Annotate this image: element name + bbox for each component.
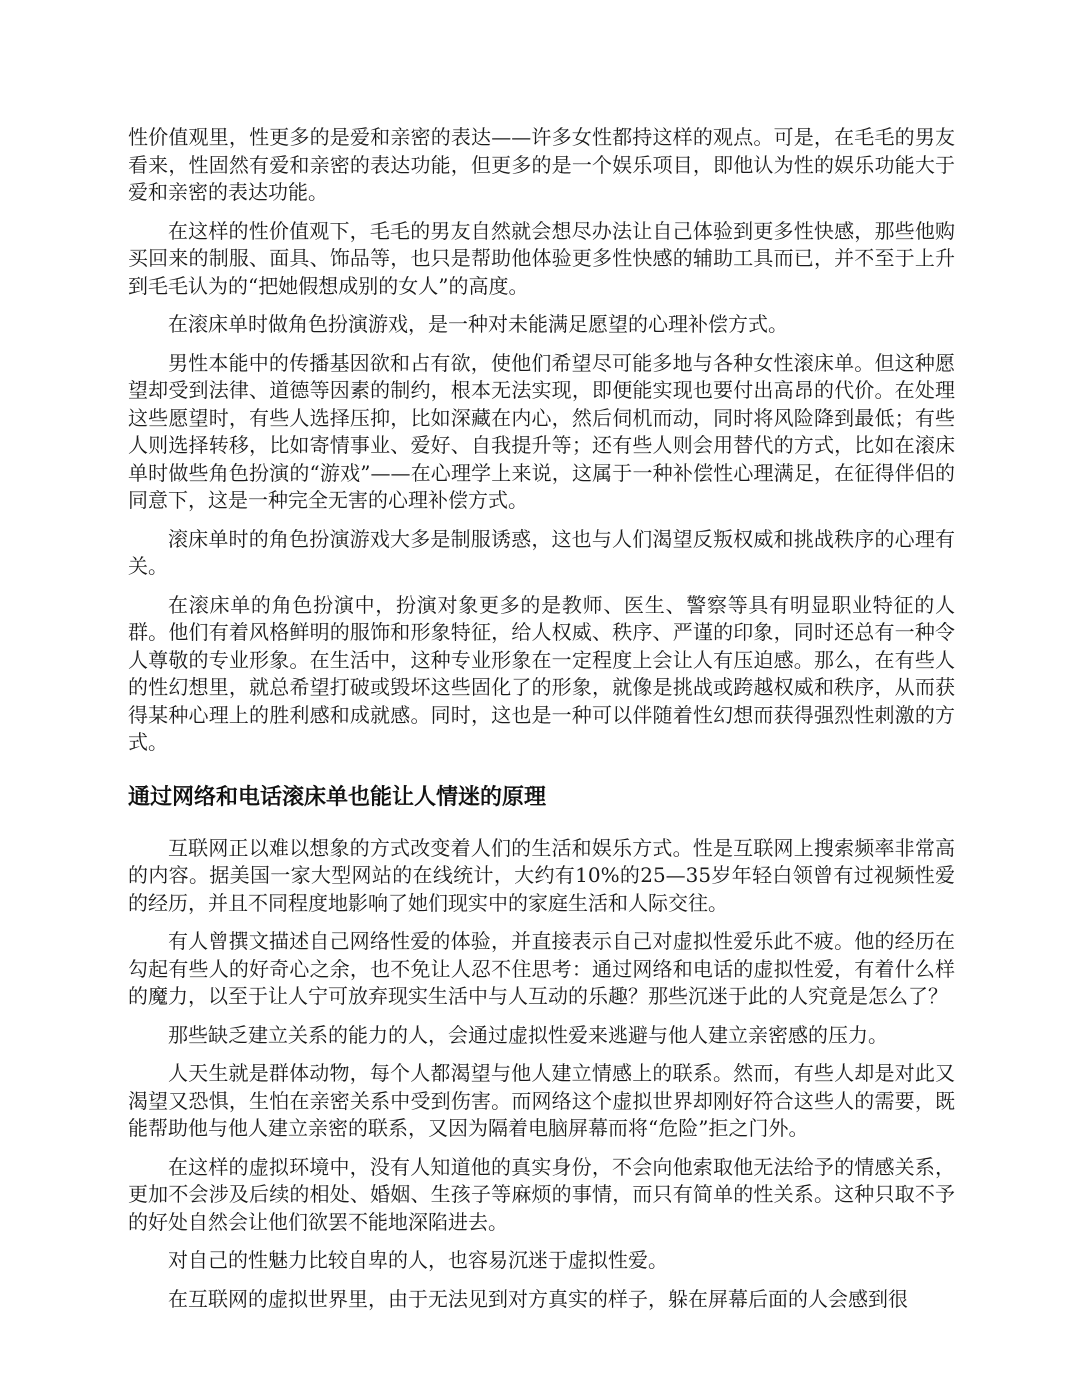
paragraph: 互联网正以难以想象的方式改变着人们的生活和娱乐方式。性是互联网上搜索频率非常高的内容。据美国一家大型网站的在线统计，大约有10%的25—35岁年轻白领曾有过视频性爱的经历，并且不同程度地影响了她们现实中的家庭生活和人际交往。 xyxy=(128,835,955,915)
article-body xyxy=(128,124,955,1313)
paragraph: 在这样的虚拟环境中，没有人知道他的真实身份，不会向他索取他无法给予的情感关系，更加不会涉及后续的相处、婚姻、生孩子等麻烦的事情，而只有简单的性关系。这种只取不予的好处自然会让他们欲罢不能地深陷进去。 xyxy=(128,1154,955,1234)
paragraph: 在这样的性价值观下，毛毛的男友自然就会想尽办法让自己体验到更多性快感，那些他购买回来的制服、面具、饰品等，也只是帮助他体验更多性快感的辅助工具而已，并不至于上升到毛毛认为的“把她假想成别的女人”的高度。 xyxy=(128,218,955,298)
paragraph: 性价值观里，性更多的是爱和亲密的表达——许多女性都持这样的观点。可是，在毛毛的男友看来，性固然有爱和亲密的表达功能，但更多的是一个娱乐项目，即他认为性的娱乐功能大于爱和亲密的表达功能。 xyxy=(128,125,955,204)
paragraph: 男性本能中的传播基因欲和占有欲，使他们希望尽可能多地与各种女性滚床单。但这种愿望却受到法律、道德等因素的制约，根本无法实现，即便能实现也要付出高昂的代价。在处理这些愿望时，有些人选择压抑，比如深藏在内心，然后伺机而动，同时将风险降到最低；有些人则选择转移，比如寄情事业、爱好、自我提升等；还有些人则会用替代的方式，比如在滚床单时做些角色扮演的“游戏”——在心理学上来说，这属于一种补偿性心理满足，在征得伴侣的同意下，这是一种完全无害的心理补偿方式。 xyxy=(128,350,955,512)
paragraph: 对自己的性魅力比较自卑的人，也容易沉迷于虚拟性爱。 xyxy=(168,1248,668,1272)
paragraph: 滚床单时的角色扮演游戏大多是制服诱惑，这也与人们渴望反叛权威和挑战秩序的心理有关。 xyxy=(128,526,955,578)
paragraph: 人天生就是群体动物，每个人都渴望与他人建立情感上的联系。然而，有些人却是对此又渴望又恐惧，生怕在亲密关系中受到伤害。而网络这个虚拟世界却刚好符合这些人的需要，既能帮助他与他人建立亲密的联系，又因为隔着电脑屏幕而将“危险”拒之门外。 xyxy=(128,1061,955,1140)
section-heading: 通过网络和电话滚床单也能让人情迷的原理 xyxy=(128,784,547,810)
paragraph: 那些缺乏建立关系的能力的人，会通过虚拟性爱来逃避与他人建立亲密感的压力。 xyxy=(168,1022,888,1047)
paragraph: 在滚床单时做角色扮演游戏，是一种对未能满足愿望的心理补偿方式。 xyxy=(168,312,788,336)
paragraph: 在互联网的虚拟世界里，由于无法见到对方真实的样子，躲在屏幕后面的人会感到很 xyxy=(168,1286,908,1311)
paragraph: 有人曾撰文描述自己网络性爱的体验，并直接表示自己对虚拟性爱乐此不疲。他的经历在勾起有些人的好奇心之余，也不免让人忍不住思考：通过网络和电话的虚拟性爱，有着什么样的魔力，以至于让人宁可放弃现实生活中与人互动的乐趣？那些沉迷于此的人究竟是怎么了？ xyxy=(128,929,955,1008)
paragraph: 在滚床单的角色扮演中，扮演对象更多的是教师、医生、警察等具有明显职业特征的人群。他们有着风格鲜明的服饰和形象特征，给人权威、秩序、严谨的印象，同时还总有一种令人尊敬的专业形象。在生活中，这种专业形象在一定程度上会让人有压迫感。那么，在有些人的性幻想里，就总希望打破或毁坏这些固化了的形象，就像是挑战或跨越权威和秩序，从而获得某种心理上的胜利感和成就感。同时，这也是一种可以伴随着性幻想而获得强烈性刺激的方式。 xyxy=(128,592,955,754)
